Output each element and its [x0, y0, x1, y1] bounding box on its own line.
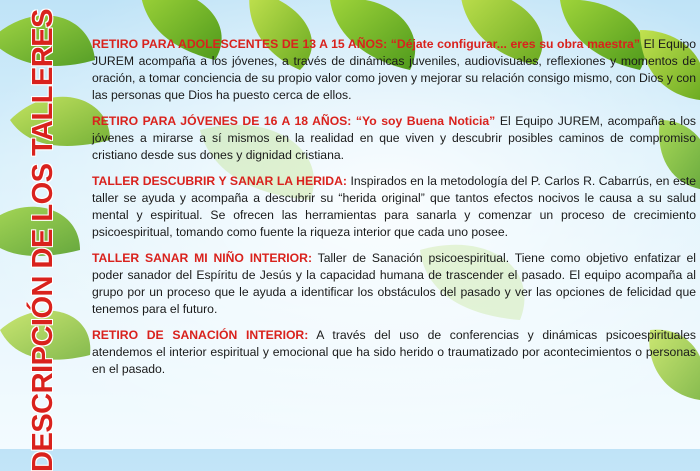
workshop-description: Taller de Sanación psicoespiritual. Tiene como objetivo enfatizar el poder sanador del Espíritu de Jesús y la capacidad humana de trascender el pasado. El equipo acompaña al grupo por un proceso que le ayuda a identificar los obstáculos del pasado y ver las opciones de felicidad que tenemos para el futuro.: [92, 251, 696, 316]
workshop-item: [92, 173, 696, 241]
workshop-item: [92, 36, 696, 104]
workshop-item: [92, 113, 696, 164]
workshop-description: Inspirados en la metodología del P. Carlos R. Cabarrús, en este taller se ayuda y acompaña a descubrir su “herida original” que tantos efectos nocivos le causa a su salud mental y espiritual. Se ofrecen las herramientas para sanarla y comenzar un proceso de crecimiento psicoespiritual, tomando como fuente la riqueza interior que cada uno posee.: [92, 174, 697, 239]
workshop-paragraph: [92, 113, 696, 164]
workshop-paragraph: [92, 36, 696, 104]
workshop-list: [92, 36, 696, 387]
workshop-paragraph: [92, 327, 696, 378]
workshop-title: TALLER DESCUBRIR Y SANAR LA HERIDA:: [92, 174, 347, 188]
workshop-item: [92, 250, 696, 318]
workshop-description: A través del uso de conferencias y dinámicas psicoespirituales atendemos el interior espiritual y emocional que ha sido herido o traumatizado por acontecimientos o personas en el pasado.: [92, 328, 696, 376]
workshop-title: TALLER SANAR MI NIÑO INTERIOR:: [92, 251, 313, 265]
workshop-paragraph: [92, 173, 696, 241]
workshop-title: RETIRO PARA ADOLESCENTES DE 13 A 15 AÑOS: “Déjate configurar... eres su obra maestra”: [92, 37, 640, 51]
workshop-paragraph: [92, 250, 696, 318]
workshop-description: El Equipo JUREM acompaña a los jóvenes, a través de dinámicas juveniles, audiovisuales, reflexiones y momentos de oración, a tomar conciencia de su propio valor como joven y mejorar su relación consigo mismo, con Dios y con las personas que Dios ha puesto cerca de ellos.: [92, 37, 696, 102]
workshop-description: El Equipo JUREM, acompaña a los jóvenes a mirarse a sí mismos en la realidad en que viven y descubrir posibles caminos de compromiso cristiano desde sus dones y dignidad cristiana.: [92, 114, 696, 162]
workshop-title: RETIRO PARA JÓVENES DE 16 A 18 AÑOS: “Yo soy Buena Noticia”: [92, 114, 496, 128]
side-title-text: DESCRIPCIÓN DE LOS TALLERES: [26, 8, 59, 471]
workshop-title: RETIRO DE SANACIÓN INTERIOR:: [92, 328, 309, 342]
workshop-item: [92, 327, 696, 378]
vertical-section-title: [0, 8, 86, 471]
